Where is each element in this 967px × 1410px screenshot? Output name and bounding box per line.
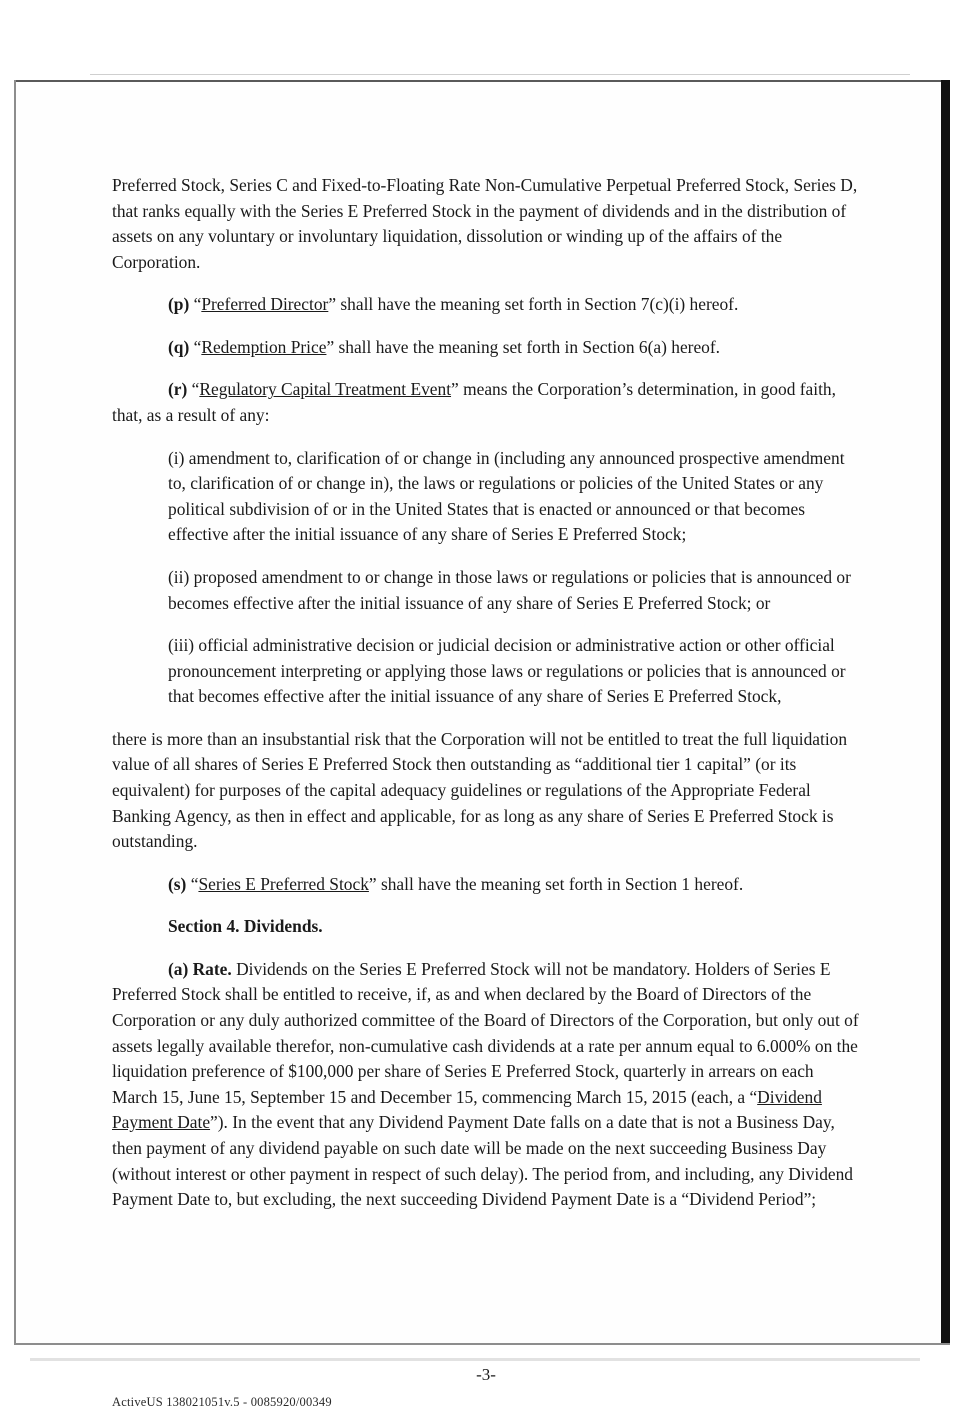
definition-p-label: (p)	[168, 294, 190, 315]
definition-q-text: ” shall have the meaning set forth in Section 6(a) hereof.	[326, 336, 721, 357]
definition-q-label: (q)	[168, 336, 190, 357]
scan-edge-bottom	[14, 1343, 950, 1345]
rate-text-part1: Dividends on the Series E Preferred Stock will not be mandatory. Holders of Series E Preferred Stock shall be entitled to receive, if, as and when declared by the Board of Directors of the Corporation or any duly authorized committee of the Board of Directors of the Corporation, but only out of assets legally available therefor, non-cumulative cash dividends at a rate per annum equal to 6.000% on the liquidation preference of $100,000 per share of Series E Preferred Stock, quarterly in arrears on each March 15, June 15, September 15 and December 15, commencing March 15, 2015 (each, a “	[112, 958, 859, 1107]
definition-s-text: ” shall have the meaning set forth in Section 1 hereof.	[368, 873, 744, 894]
definition-r-text: ” means the Corporation’s determination, in good faith, that, as a result of any:	[112, 379, 836, 426]
rate-label: (a) Rate.	[168, 958, 232, 979]
scan-edge-top	[14, 80, 950, 82]
definition-r: (r) “Regulatory Capital Treatment Event” means the Corporation’s determination, in good faith, that, as a result of any:	[112, 379, 836, 426]
scan-edge-right	[941, 80, 950, 1345]
rate-text-part2: ”). In the event that any Dividend Payment Date falls on a date that is not a Business Day, then payment of any dividend payable on such date will be made on the next succeeding Business Day (without interest or other payment in respect of such delay). The period from, and including, any Dividend Payment Date to, but excluding, the next succeeding Dividend Payment Date is a “Dividend Period”;	[112, 1112, 853, 1210]
definition-r-term: Regulatory Capital Treatment Event	[199, 379, 452, 400]
definition-s-label: (s)	[168, 873, 187, 894]
clause-iii: (iii) official administrative decision or judicial decision or administrative action or other official pronouncement interpreting or applying those laws or regulations or policies that is announced or that becomes effective after the initial issuance of any share of Series E Preferred Stock,	[168, 635, 846, 707]
scan-artifact-bottom	[30, 1358, 920, 1361]
document-text-column	[112, 173, 860, 1409]
definition-s: (s) “Series E Preferred Stock” shall have the meaning set forth in Section 1 hereof.	[168, 873, 744, 894]
page-number: -3-	[476, 1365, 496, 1384]
definition-s-term: Series E Preferred Stock	[198, 873, 369, 894]
paragraph-intro: Preferred Stock, Series C and Fixed-to-Floating Rate Non-Cumulative Perpetual Preferred Stock, Series D, that ranks equally with the Series E Preferred Stock in the payment of dividends and in the distribution of assets on any voluntary or involuntary liquidation, dissolution or winding up of the affairs of the Corporation.	[112, 175, 858, 272]
definition-p-term: Preferred Director	[201, 294, 329, 315]
definition-p: (p) “Preferred Director” shall have the meaning set forth in Section 7(c)(i) hereof.	[168, 294, 739, 315]
document-page	[14, 80, 950, 1409]
dividend-payment-date-term: Dividend Payment Date	[112, 1086, 822, 1133]
definition-q: (q) “Redemption Price” shall have the meaning set forth in Section 6(a) hereof.	[168, 336, 721, 357]
paragraph-rate	[112, 957, 860, 1213]
clause-i: (i) amendment to, clarification of or change in (including any announced prospective amendment to, clarification of or change in), the laws or regulations or policies of the United States or any political subdivision of or in the United States that is enacted or announced or that becomes effective after the initial issuance of any share of Series E Preferred Stock;	[168, 447, 845, 545]
section-heading-dividends: Section 4. Dividends.	[168, 916, 323, 937]
definition-r-label: (r)	[168, 379, 188, 400]
definition-p-text: ” shall have the meaning set forth in Section 7(c)(i) hereof.	[328, 294, 739, 315]
scan-edge-left	[14, 80, 16, 1345]
paragraph-closing: there is more than an insubstantial risk that the Corporation will not be entitled to treat the full liquidation value of all shares of Series E Preferred Stock then outstanding as “additional tier 1 capital” (or its equivalent) for purposes of the capital adequacy guidelines or regulations of the Appropriate Federal Banking Agency, as then in effect and applicable, for as long as any share of Series E Preferred Stock is outstanding.	[112, 728, 848, 852]
clause-ii: (ii) proposed amendment to or change in those laws or regulations or policies that is announced or becomes effective after the initial issuance of any share of Series E Preferred Stock; or	[168, 566, 851, 613]
definition-q-term: Redemption Price	[201, 336, 327, 357]
scan-artifact-top	[90, 74, 910, 75]
footer-document-id: ActiveUS 138021051v.5 - 0085920/00349	[112, 1395, 332, 1409]
